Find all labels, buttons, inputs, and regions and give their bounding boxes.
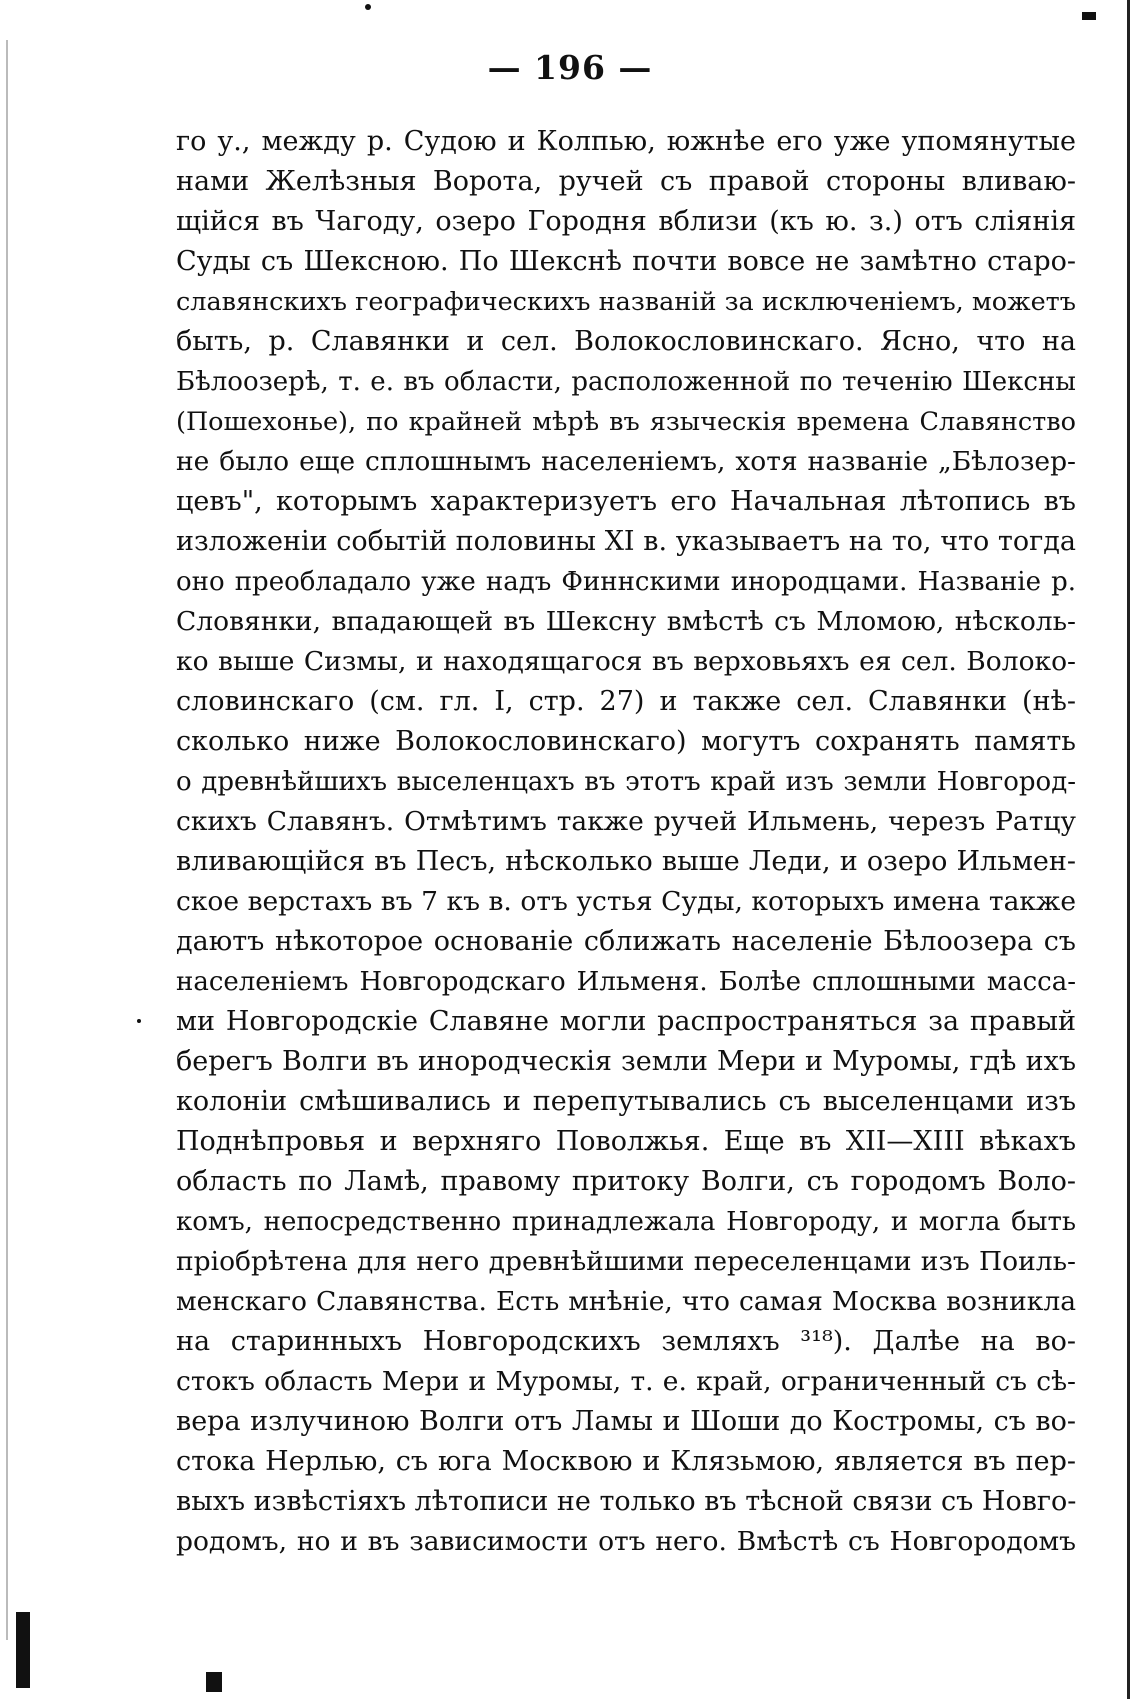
- text-line: область по Ламѣ, правому притоку Волги, съ городомъ Воло-: [176, 1166, 1076, 1197]
- text-line: Словянки, впадающей въ Шексну вмѣстѣ съ Мломою, нѣсколь-: [176, 606, 1076, 637]
- text-line: не было еще сплошнымъ населеніемъ, хотя названіе „Бѣлозер-: [176, 446, 1076, 477]
- text-line: Суды съ Шексною. По Шекснѣ почти вовсе не замѣтно старо-: [176, 246, 1076, 277]
- text-line: быть, р. Славянки и сел. Волокословинскаго. Ясно, что на: [176, 326, 1076, 357]
- scan-speck-top: [365, 4, 371, 10]
- text-line: оно преобладало уже надъ Финнскими инородцами. Названіе р.: [176, 567, 1076, 597]
- text-line: скихъ Славянъ. Отмѣтимъ также ручей Ильмень, черезъ Ратцу: [176, 806, 1076, 837]
- scan-mark-bottom-center: [206, 1672, 222, 1692]
- text-line: ское верстахъ въ 7 къ в. отъ устья Суды, которыхъ имена также: [176, 886, 1076, 917]
- text-line: стокъ область Мери и Муромы, т. е. край, ограниченный съ сѣ-: [176, 1366, 1076, 1397]
- text-line: ми Новгородскіе Славяне могли распространяться за правый: [176, 1006, 1076, 1037]
- text-line: нами Желѣзныя Ворота, ручей съ правой стороны вливаю-: [176, 166, 1076, 197]
- text-line: пріобрѣтена для него древнѣйшими переселенцами изъ Поиль-: [176, 1246, 1076, 1277]
- scan-mark-top-right: [1082, 12, 1096, 20]
- scan-left-edge: [6, 40, 8, 1640]
- text-line: комъ, непосредственно принадлежала Новгороду, и могла быть: [176, 1207, 1076, 1237]
- text-line: на старинныхъ Новгородскихъ земляхъ ³¹⁸). Далѣе на во-: [176, 1326, 1076, 1357]
- text-line: даютъ нѣкоторое основаніе сближать населеніе Бѣлоозера съ: [176, 926, 1076, 957]
- text-line: Бѣлоозерѣ, т. е. въ области, расположенной по теченію Шексны: [176, 367, 1076, 397]
- text-line: стока Нерлью, съ юга Москвою и Клязьмою, является въ пер-: [176, 1446, 1076, 1477]
- text-line: славянскихъ географическихъ названій за исключеніемъ, можетъ: [176, 287, 1076, 317]
- text-line: изложеніи событій половины XI в. указываетъ на то, что тогда: [176, 526, 1076, 557]
- page-number: — 196 —: [487, 48, 653, 87]
- text-line: словинскаго (см. гл. I, стр. 27) и также сел. Славянки (нѣ-: [176, 686, 1076, 717]
- text-line: ко выше Сизмы, и находящагося въ верховьяхъ ея сел. Волоко-: [176, 646, 1076, 677]
- text-line: родомъ, но и въ зависимости отъ него. Вмѣстѣ съ Новгородомъ: [176, 1526, 1076, 1557]
- scan-right-edge: [1127, 0, 1130, 1699]
- text-line: населеніемъ Новгородскаго Ильменя. Болѣе сплошными масса-: [176, 967, 1076, 997]
- text-line: сколько ниже Волокословинскаго) могутъ сохранять память: [176, 726, 1076, 757]
- text-line: цевъ", которымъ характеризуетъ его Начальная лѣтопись въ: [176, 486, 1076, 517]
- scan-speck-left: [137, 1019, 141, 1023]
- body-text: [176, 122, 1076, 1562]
- text-line: го у., между р. Судою и Колпью, южнѣе его уже упомянутые: [176, 126, 1076, 157]
- text-line: Поднѣпровья и верхняго Поволжья. Еще въ XII—XIII вѣкахъ: [176, 1126, 1076, 1157]
- text-line: щійся въ Чагоду, озеро Городня вблизи (къ ю. з.) отъ сліянія: [176, 206, 1076, 237]
- text-line: колоніи смѣшивались и перепутывались съ выселенцами изъ: [176, 1086, 1076, 1117]
- text-line: (Пошехонье), по крайней мѣрѣ въ языческія времена Славянство: [176, 407, 1076, 437]
- text-line: вера излучиною Волги отъ Ламы и Шоши до Костромы, съ во-: [176, 1406, 1076, 1437]
- text-line: вливающійся въ Песъ, нѣсколько выше Леди, и озеро Ильмен-: [176, 846, 1076, 877]
- text-line: о древнѣйшихъ выселенцахъ въ этотъ край изъ земли Новгород-: [176, 767, 1076, 797]
- text-line: выхъ извѣстіяхъ лѣтописи не только въ тѣсной связи съ Новго-: [176, 1486, 1076, 1517]
- scan-mark-bottom-left: [16, 1612, 30, 1688]
- text-line: берегъ Волги въ инородческія земли Мери и Муромы, гдѣ ихъ: [176, 1046, 1076, 1077]
- text-line: менскаго Славянства. Есть мнѣніе, что самая Москва возникла: [176, 1286, 1076, 1317]
